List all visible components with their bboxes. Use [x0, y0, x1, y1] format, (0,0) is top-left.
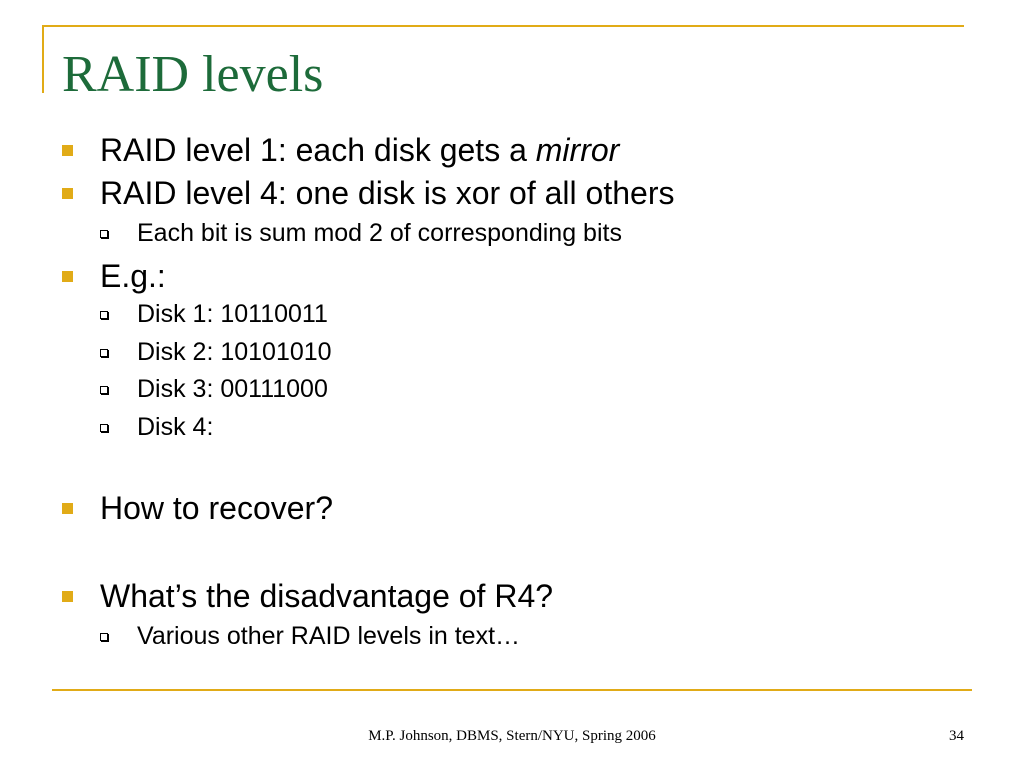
sub-bullet-text: Disk 3: 00111000	[137, 375, 328, 403]
bullet-text: RAID level 1: each disk gets a mirror	[100, 132, 620, 168]
hollow-square-bullet-icon	[100, 349, 108, 357]
bullet-text: E.g.:	[100, 258, 166, 294]
emphasis-text: mirror	[535, 132, 620, 168]
square-bullet-icon	[62, 145, 73, 156]
hollow-square-bullet-icon	[100, 386, 108, 394]
hollow-square-bullet-icon	[100, 230, 108, 238]
hollow-square-bullet-icon	[100, 633, 108, 641]
square-bullet-icon	[62, 271, 73, 282]
slide-title: RAID levels	[62, 46, 324, 103]
square-bullet-icon	[62, 503, 73, 514]
sub-bullet-text: Disk 2: 10101010	[137, 338, 332, 366]
sub-bullet-text: Various other RAID levels in text…	[137, 622, 521, 650]
bullet-text: What’s the disadvantage of R4?	[100, 578, 554, 614]
square-bullet-icon	[62, 188, 73, 199]
frame-top-rule	[42, 25, 964, 27]
sub-bullet-text: Disk 1: 10110011	[137, 300, 328, 328]
frame-left-rule	[42, 25, 44, 93]
frame-bottom-rule	[52, 689, 972, 691]
hollow-square-bullet-icon	[100, 424, 108, 432]
bullet-text: RAID level 4: one disk is xor of all others	[100, 175, 675, 211]
hollow-square-bullet-icon	[100, 311, 108, 319]
sub-bullet-text: Each bit is sum mod 2 of corresponding bits	[137, 219, 622, 247]
bullet-text: How to recover?	[100, 490, 333, 526]
slide-footer: M.P. Johnson, DBMS, Stern/NYU, Spring 2006	[368, 728, 656, 744]
square-bullet-icon	[62, 591, 73, 602]
sub-bullet-text: Disk 4:	[137, 413, 214, 441]
page-number: 34	[949, 728, 964, 744]
